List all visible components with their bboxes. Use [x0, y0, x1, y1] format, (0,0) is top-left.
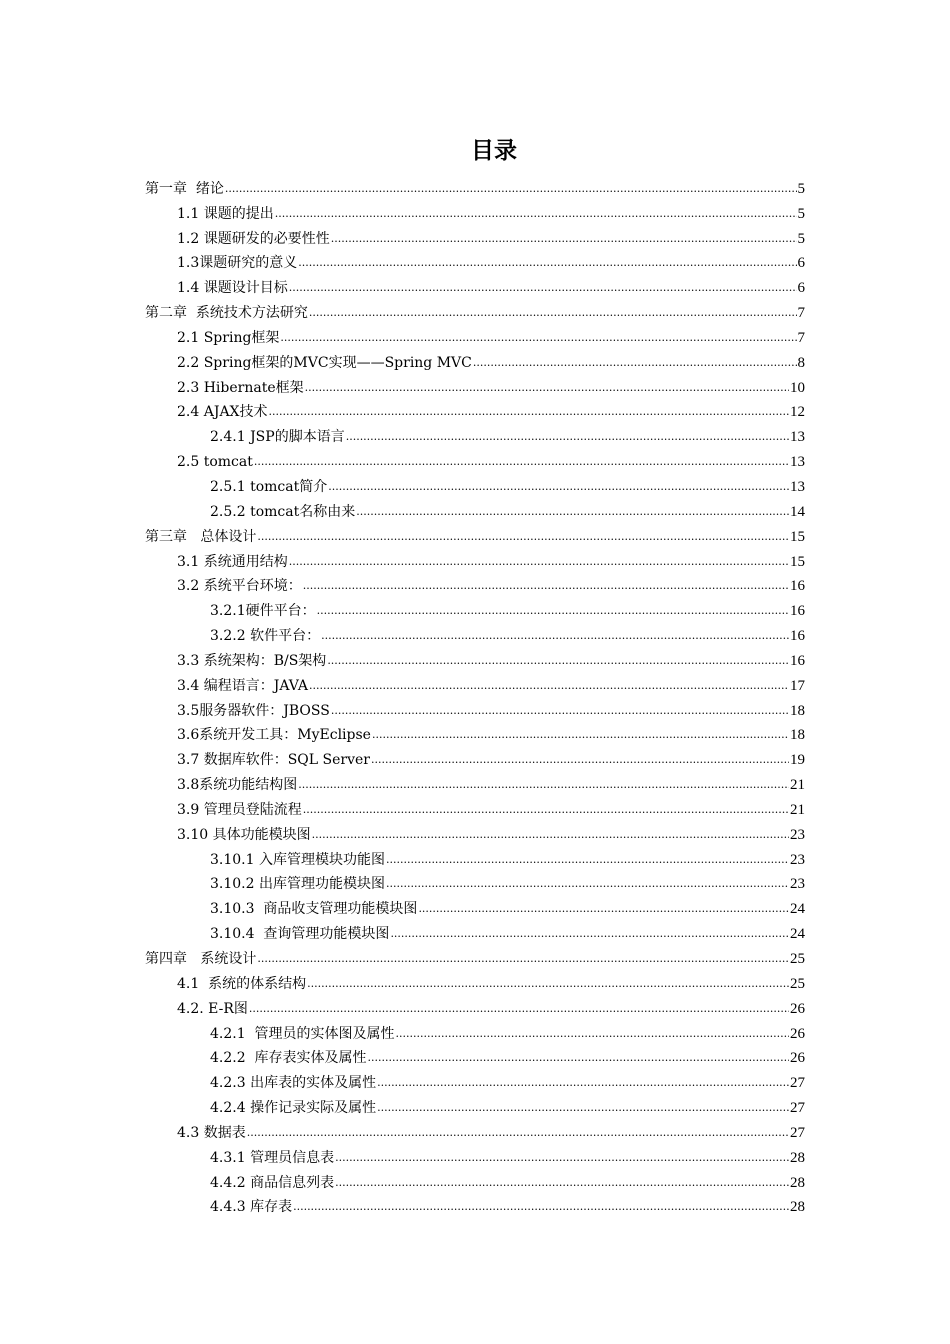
toc-entry-label: 4.2.4 操作记录实际及属性: [210, 1100, 377, 1117]
toc-entry[interactable]: [0, 174, 805, 199]
toc-entry[interactable]: [0, 745, 805, 770]
toc-entry-label: 3.10.3 商品收支管理功能模块图: [210, 901, 418, 918]
toc-entry-label: 4.1 系统的体系结构: [177, 975, 307, 992]
toc-entry-page-number: 28: [790, 1199, 805, 1216]
toc-entry-label: 4.4.3 库存表: [210, 1199, 293, 1216]
toc-entry-label: 3.8系统功能结构图: [177, 777, 298, 794]
toc-title: 目录: [471, 138, 517, 164]
dot-leader: [372, 729, 789, 744]
toc-entry-label: 3.5服务器软件：JBOSS: [177, 702, 330, 719]
toc-entry[interactable]: [0, 770, 805, 795]
toc-entry-label: 4.2.2 库存表实体及属性: [210, 1050, 367, 1067]
toc-entry[interactable]: [0, 323, 805, 348]
toc-entry-page-number: 24: [790, 926, 805, 943]
toc-entry-page-number: 12: [790, 404, 805, 421]
dot-leader: [298, 257, 796, 272]
toc-entry-page-number: 15: [790, 528, 805, 545]
toc-entry-label: 3.9 管理员登陆流程: [177, 801, 302, 818]
toc-entry-page-number: 10: [790, 379, 805, 396]
dot-leader: [275, 208, 797, 223]
dot-leader: [396, 1028, 789, 1043]
dot-leader: [377, 1077, 789, 1092]
toc-entry-label: 4.4.2 商品信息列表: [210, 1174, 335, 1191]
toc-entry-label: 3.4 编程语言：JAVA: [177, 677, 309, 694]
toc-entry[interactable]: [0, 547, 805, 572]
dot-leader: [377, 1102, 789, 1117]
dot-leader: [386, 878, 789, 893]
toc-entry[interactable]: [0, 298, 805, 323]
dot-leader: [390, 928, 789, 943]
toc-entry-label: 3.2 系统平台环境：: [177, 578, 302, 595]
toc-entry[interactable]: [0, 969, 805, 994]
dot-leader: [371, 754, 789, 769]
toc-entry-page-number: 16: [790, 578, 805, 595]
toc-entry[interactable]: [0, 1118, 805, 1143]
dot-leader: [298, 779, 789, 794]
dot-leader: [280, 332, 796, 347]
dot-leader: [257, 531, 789, 546]
toc-entry-label: 4.3 数据表: [177, 1124, 246, 1141]
table-of-contents: [0, 174, 950, 1217]
toc-entry-label: 1.2 课题研发的必要性性: [177, 230, 330, 247]
dot-leader: [331, 233, 797, 248]
dot-leader: [356, 506, 789, 521]
toc-entry-page-number: 24: [790, 901, 805, 918]
toc-entry-page-number: 8: [797, 354, 805, 371]
dot-leader: [331, 705, 789, 720]
toc-entry[interactable]: [0, 696, 805, 721]
toc-entry-page-number: 18: [790, 727, 805, 744]
toc-entry-label: 2.4.1 JSP的脚本语言: [210, 429, 345, 446]
toc-entry-page-number: 5: [797, 230, 805, 247]
toc-entry[interactable]: [0, 795, 805, 820]
toc-entry-page-number: 13: [790, 454, 805, 471]
toc-entry-page-number: 27: [790, 1124, 805, 1141]
toc-entry-page-number: 28: [790, 1174, 805, 1191]
toc-entry-label: 4.2. E-R图: [177, 1000, 248, 1017]
toc-entry-page-number: 16: [790, 652, 805, 669]
toc-entry[interactable]: [0, 646, 805, 671]
toc-entry[interactable]: [0, 373, 805, 398]
toc-entry-label: 4.2.3 出库表的实体及属性: [210, 1075, 377, 1092]
toc-entry-label: 3.10 具体功能模块图: [177, 826, 311, 843]
dot-leader: [309, 307, 797, 322]
dot-leader: [328, 481, 789, 496]
toc-entry-page-number: 25: [790, 975, 805, 992]
toc-entry[interactable]: [0, 1068, 805, 1093]
toc-entry[interactable]: [0, 497, 805, 522]
toc-entry-page-number: 18: [790, 702, 805, 719]
toc-entry-page-number: 13: [790, 429, 805, 446]
toc-entry[interactable]: [0, 894, 805, 919]
toc-entry-page-number: 28: [790, 1149, 805, 1166]
dot-leader: [289, 556, 789, 571]
toc-entry-label: 2.2 Spring框架的MVC实现——Spring MVC: [177, 354, 472, 371]
toc-entry[interactable]: [0, 1093, 805, 1118]
toc-entry-page-number: 5: [797, 180, 805, 197]
toc-entry-page-number: 13: [790, 478, 805, 495]
dot-leader: [307, 978, 789, 993]
toc-entry[interactable]: [0, 944, 805, 969]
toc-entry-label: 3.10.1 入库管理模块功能图: [210, 851, 385, 868]
toc-entry-label: 3.10.2 出库管理功能模块图: [210, 876, 385, 893]
dot-leader: [303, 804, 789, 819]
toc-entry[interactable]: [0, 994, 805, 1019]
toc-entry[interactable]: [0, 1193, 805, 1218]
toc-entry[interactable]: [0, 671, 805, 696]
toc-entry[interactable]: [0, 522, 805, 547]
toc-entry[interactable]: [0, 273, 805, 298]
toc-entry-label: 1.3课题研究的意义: [177, 255, 298, 272]
toc-entry[interactable]: [0, 919, 805, 944]
toc-entry-label: 3.2.1硬件平台：: [210, 603, 316, 620]
toc-entry-page-number: 6: [797, 280, 805, 297]
toc-entry[interactable]: [0, 1168, 805, 1193]
toc-entry-label: 3.7 数据库软件：SQL Server: [177, 752, 370, 769]
dot-leader: [309, 680, 789, 695]
toc-entry[interactable]: [0, 224, 805, 249]
toc-entry-page-number: 26: [790, 1000, 805, 1017]
toc-entry-label: 2.5.1 tomcat简介: [210, 478, 328, 495]
toc-entry-page-number: 26: [790, 1025, 805, 1042]
dot-leader: [312, 829, 789, 844]
toc-entry[interactable]: [0, 447, 805, 472]
toc-entry-label: 3.10.4 查询管理功能模块图: [210, 926, 390, 943]
dot-leader: [335, 1152, 789, 1167]
toc-entry-page-number: 23: [790, 876, 805, 893]
toc-entry-page-number: 21: [790, 801, 805, 818]
toc-entry-page-number: 19: [790, 752, 805, 769]
dot-leader: [293, 1201, 789, 1216]
toc-entry[interactable]: [0, 820, 805, 845]
toc-entry-page-number: 7: [797, 305, 805, 322]
toc-entry[interactable]: [0, 398, 805, 423]
toc-entry-label: 3.6系统开发工具：MyEclipse: [177, 727, 371, 744]
toc-entry-label: 2.1 Spring框架: [177, 329, 280, 346]
dot-leader: [368, 1052, 789, 1067]
dot-leader: [335, 1177, 789, 1192]
toc-entry[interactable]: [0, 1143, 805, 1168]
toc-entry[interactable]: [0, 249, 805, 274]
dot-leader: [473, 357, 797, 372]
toc-entry-label: 3.2.2 软件平台：: [210, 628, 321, 645]
toc-entry-label: 2.4 AJAX技术: [177, 404, 268, 421]
toc-entry-page-number: 15: [790, 553, 805, 570]
toc-entry[interactable]: [0, 721, 805, 746]
toc-entry-page-number: 7: [797, 329, 805, 346]
toc-entry-label: 3.3 系统架构：B/S架构: [177, 652, 327, 669]
dot-leader: [257, 953, 789, 968]
toc-entry-label: 4.2.1 管理员的实体图及属性: [210, 1025, 395, 1042]
dot-leader: [254, 456, 789, 471]
toc-entry[interactable]: [0, 199, 805, 224]
toc-entry-page-number: 5: [797, 205, 805, 222]
toc-entry-label: 第二章 系统技术方法研究: [145, 305, 308, 322]
dot-leader: [327, 655, 789, 670]
toc-entry[interactable]: [0, 621, 805, 646]
dot-leader: [321, 630, 789, 645]
toc-entry[interactable]: [0, 1044, 805, 1069]
dot-leader: [317, 605, 789, 620]
toc-entry-page-number: 27: [790, 1075, 805, 1092]
toc-entry-page-number: 6: [797, 255, 805, 272]
toc-entry[interactable]: [0, 845, 805, 870]
toc-entry-label: 4.3.1 管理员信息表: [210, 1149, 335, 1166]
toc-entry[interactable]: [0, 422, 805, 447]
toc-entry-label: 2.5 tomcat: [177, 454, 253, 471]
dot-leader: [225, 183, 797, 198]
toc-entry-label: 1.4 课题设计目标: [177, 280, 288, 297]
toc-entry-page-number: 23: [790, 851, 805, 868]
toc-entry-page-number: 16: [790, 628, 805, 645]
toc-entry[interactable]: [0, 348, 805, 373]
toc-entry-page-number: 26: [790, 1050, 805, 1067]
dot-leader: [418, 903, 789, 918]
dot-leader: [247, 1127, 789, 1142]
toc-entry-label: 1.1 课题的提出: [177, 205, 274, 222]
toc-entry-label: 2.3 Hibernate框架: [177, 379, 304, 396]
dot-leader: [303, 580, 789, 595]
toc-entry-page-number: 14: [790, 503, 805, 520]
toc-entry-page-number: 23: [790, 826, 805, 843]
dot-leader: [346, 431, 789, 446]
toc-entry[interactable]: [0, 870, 805, 895]
dot-leader: [269, 406, 789, 421]
dot-leader: [289, 282, 797, 297]
toc-entry[interactable]: [0, 596, 805, 621]
toc-entry-page-number: 16: [790, 603, 805, 620]
dot-leader: [386, 854, 789, 869]
toc-entry-label: 第一章 绪论: [145, 180, 224, 197]
toc-entry-page-number: 27: [790, 1100, 805, 1117]
toc-entry-label: 3.1 系统通用结构: [177, 553, 288, 570]
toc-entry-label: 第四章 系统设计: [145, 951, 257, 967]
toc-entry[interactable]: [0, 1019, 805, 1044]
dot-leader: [305, 382, 789, 397]
dot-leader: [249, 1003, 789, 1018]
toc-entry-label: 第三章 总体设计: [145, 528, 257, 545]
toc-entry[interactable]: [0, 572, 805, 597]
toc-entry-page-number: 17: [790, 677, 805, 694]
toc-entry[interactable]: [0, 472, 805, 497]
toc-entry-page-number: 25: [790, 951, 805, 967]
toc-entry-page-number: 21: [790, 777, 805, 794]
toc-entry-label: 2.5.2 tomcat名称由来: [210, 503, 356, 520]
